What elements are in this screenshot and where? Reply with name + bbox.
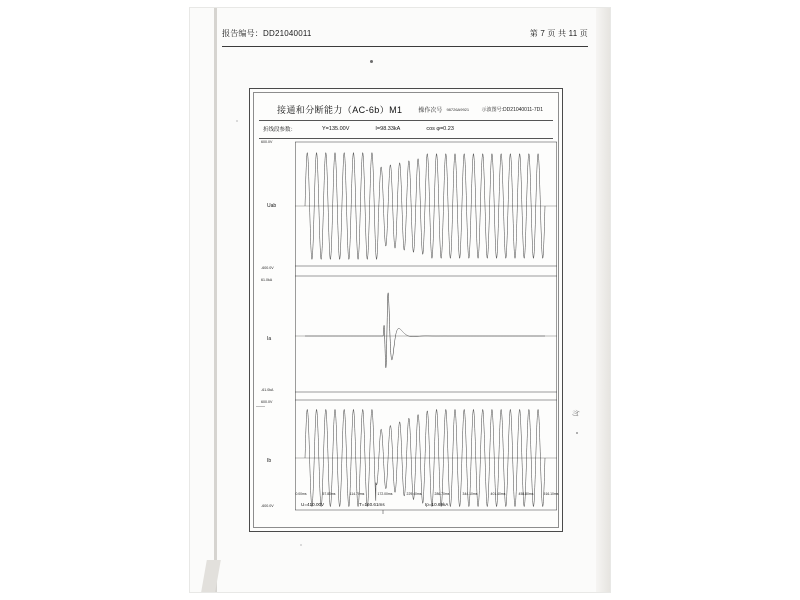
oscillogram-report-box — [249, 88, 563, 532]
readout-voltage: U=410.00V — [301, 502, 325, 507]
stray-dash-left — [256, 406, 265, 407]
ch2-bottom-label: -61.0kA — [261, 388, 274, 392]
ch1-name: Uab — [267, 203, 277, 209]
x-axis-tick-labels — [295, 492, 559, 500]
report-inner-frame — [253, 92, 559, 528]
oscillogram-number: 示波图号:DD21040011-7D1 — [481, 106, 543, 113]
param-power-factor: cos φ=0.23 — [426, 126, 454, 132]
page-number: 第 7 页 共 11 页 — [529, 29, 588, 38]
parameter-row — [259, 120, 553, 139]
report-number: 报告编号：DD21040011 — [222, 29, 312, 38]
readout-time: T=160.61ms — [359, 502, 385, 507]
scan-right-edge — [596, 8, 610, 592]
ch1-top-label: 600.0V — [261, 140, 273, 144]
xtick-4: 229.40ms — [406, 492, 422, 496]
xtick-5: 286.70ms — [434, 492, 450, 496]
scan-speck — [370, 60, 373, 63]
oscillogram-plot — [259, 138, 559, 522]
y-axis-labels — [259, 138, 295, 522]
measurement-readouts — [297, 502, 553, 514]
ch3-name: Ib — [267, 458, 272, 464]
param-voltage: Y=135.00V — [322, 126, 350, 132]
report-title-row — [259, 98, 553, 121]
waveform-canvas — [295, 138, 553, 522]
xtick-2: 114.70ms — [349, 492, 365, 496]
xtick-7: 401.40ms — [490, 492, 506, 496]
xtick-0: 0.00ms — [295, 492, 307, 496]
scan-speck-2 — [300, 544, 302, 546]
xtick-9: 516.10ms — [543, 492, 559, 496]
operation-code: 98726A9921 — [446, 106, 470, 112]
page-header — [222, 28, 588, 44]
stray-mark-right: 勿 — [571, 409, 579, 417]
scan-speck-3 — [236, 120, 238, 122]
xtick-3: 172.00ms — [377, 492, 393, 496]
readout-peak-current: Ip=10.69kA — [425, 502, 449, 507]
ch2-name: Ia — [267, 336, 272, 342]
header-rule — [222, 46, 588, 47]
ch1-bottom-label: -600.0V — [261, 266, 274, 270]
parameter-label: 折线段参数： — [263, 127, 297, 133]
stray-dot-right — [576, 432, 578, 434]
ch3-top-label: 600.0V — [261, 400, 273, 404]
xtick-1: 57.80ms — [322, 492, 336, 496]
param-current: I=98.33kA — [375, 126, 401, 132]
xtick-8: 458.80ms — [518, 492, 534, 496]
page-fold-line — [214, 8, 217, 592]
operation-count-label: 操作次号 — [418, 107, 443, 114]
ch2-top-label: 61.0kA — [261, 278, 273, 282]
xtick-6: 344.10ms — [462, 492, 478, 496]
report-title: 接通和分断能力（AC-6b）M1 — [277, 104, 403, 115]
waveform-svg — [295, 138, 557, 518]
ch3-bottom-label: -600.0V — [261, 504, 274, 508]
